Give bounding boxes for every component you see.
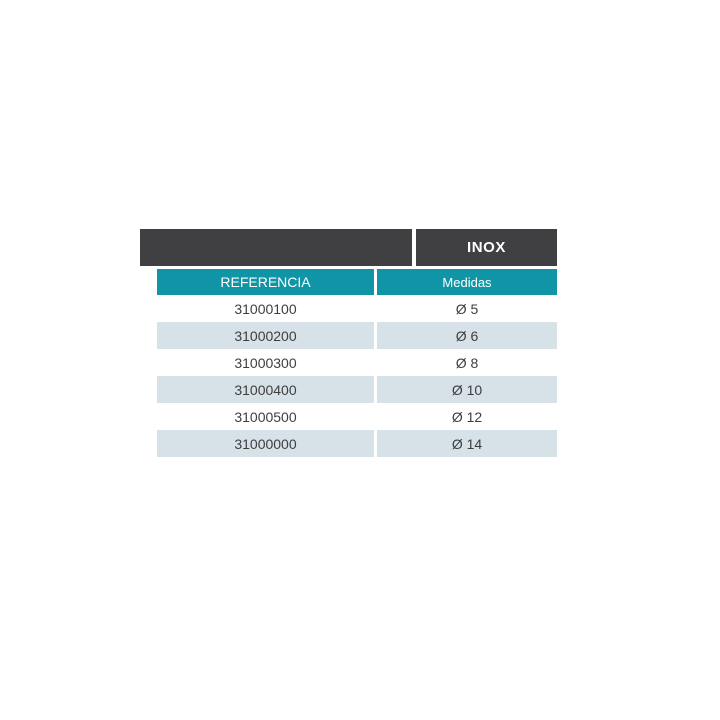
table-body	[157, 295, 557, 457]
banner-inox-cell	[416, 229, 557, 266]
cell-medidas: Ø 6	[377, 322, 557, 349]
spec-table	[157, 269, 557, 457]
cell-referencia: 31000100	[157, 295, 374, 322]
cell-referencia: 31000500	[157, 403, 374, 430]
product-banner	[140, 229, 557, 266]
banner-left-segment	[140, 229, 412, 266]
inox-label: INOX	[466, 239, 507, 256]
table-row	[157, 376, 557, 403]
cell-medidas: Ø 12	[377, 403, 557, 430]
table-row	[157, 403, 557, 430]
table-row	[157, 349, 557, 376]
cell-medidas: Ø 5	[377, 295, 557, 322]
cell-medidas: Ø 10	[377, 376, 557, 403]
table-header-row	[157, 269, 557, 295]
table-row	[157, 295, 557, 322]
cell-referencia: 31000200	[157, 322, 374, 349]
cell-referencia: 31000400	[157, 376, 374, 403]
cell-referencia: 31000000	[157, 430, 374, 457]
cell-medidas: Ø 8	[377, 349, 557, 376]
column-header-referencia: REFERENCIA	[157, 269, 374, 295]
cell-referencia: 31000300	[157, 349, 374, 376]
table-row	[157, 430, 557, 457]
table-row	[157, 322, 557, 349]
column-header-medidas: Medidas	[377, 269, 557, 295]
cell-medidas: Ø 14	[377, 430, 557, 457]
